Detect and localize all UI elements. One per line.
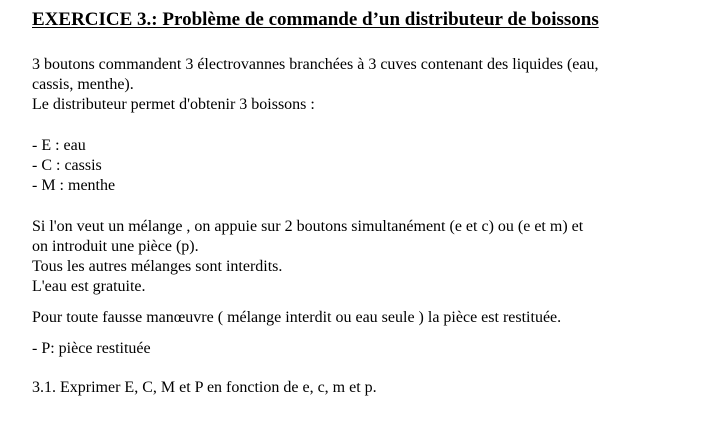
- spacer: [32, 359, 717, 378]
- output-p-definition: - P: pièce restituée: [32, 340, 151, 357]
- wrong-move-rule: Pour toute fausse manœuvre ( mélange interdit ou eau seule ) la pièce est restituée.: [32, 309, 562, 326]
- exercise-document: [32, 8, 717, 398]
- exercise-title: EXERCICE 3.: Problème de commande d’un distributeur de boissons: [32, 9, 599, 30]
- mix-line-3: Tous les autres mélanges sont interdits.: [32, 258, 283, 275]
- mix-line-2: on introduit une pièce (p).: [32, 238, 199, 255]
- spacer: [32, 115, 717, 136]
- spacer: [32, 328, 717, 339]
- intro-line-1: 3 boutons commandent 3 électrovannes branchées à 3 cuves contenant des liquides (eau,: [32, 56, 599, 73]
- drink-item-menthe: - M : menthe: [32, 177, 116, 194]
- drink-item-cassis: - C : cassis: [32, 157, 102, 174]
- intro-line-3: Le distributeur permet d'obtenir 3 boissons :: [32, 96, 315, 113]
- intro-line-2: cassis, menthe).: [32, 76, 134, 93]
- spacer: [32, 196, 717, 217]
- question-3-1: 3.1. Exprimer E, C, M et P en fonction de e, c, m et p.: [32, 379, 377, 396]
- mix-line-1: Si l'on veut un mélange , on appuie sur 2 boutons simultanément (e et c) ou (e et m) et: [32, 218, 584, 235]
- spacer: [32, 32, 717, 55]
- spacer: [32, 297, 717, 308]
- drink-item-eau: - E : eau: [32, 137, 86, 154]
- mix-line-4: L'eau est gratuite.: [32, 278, 146, 295]
